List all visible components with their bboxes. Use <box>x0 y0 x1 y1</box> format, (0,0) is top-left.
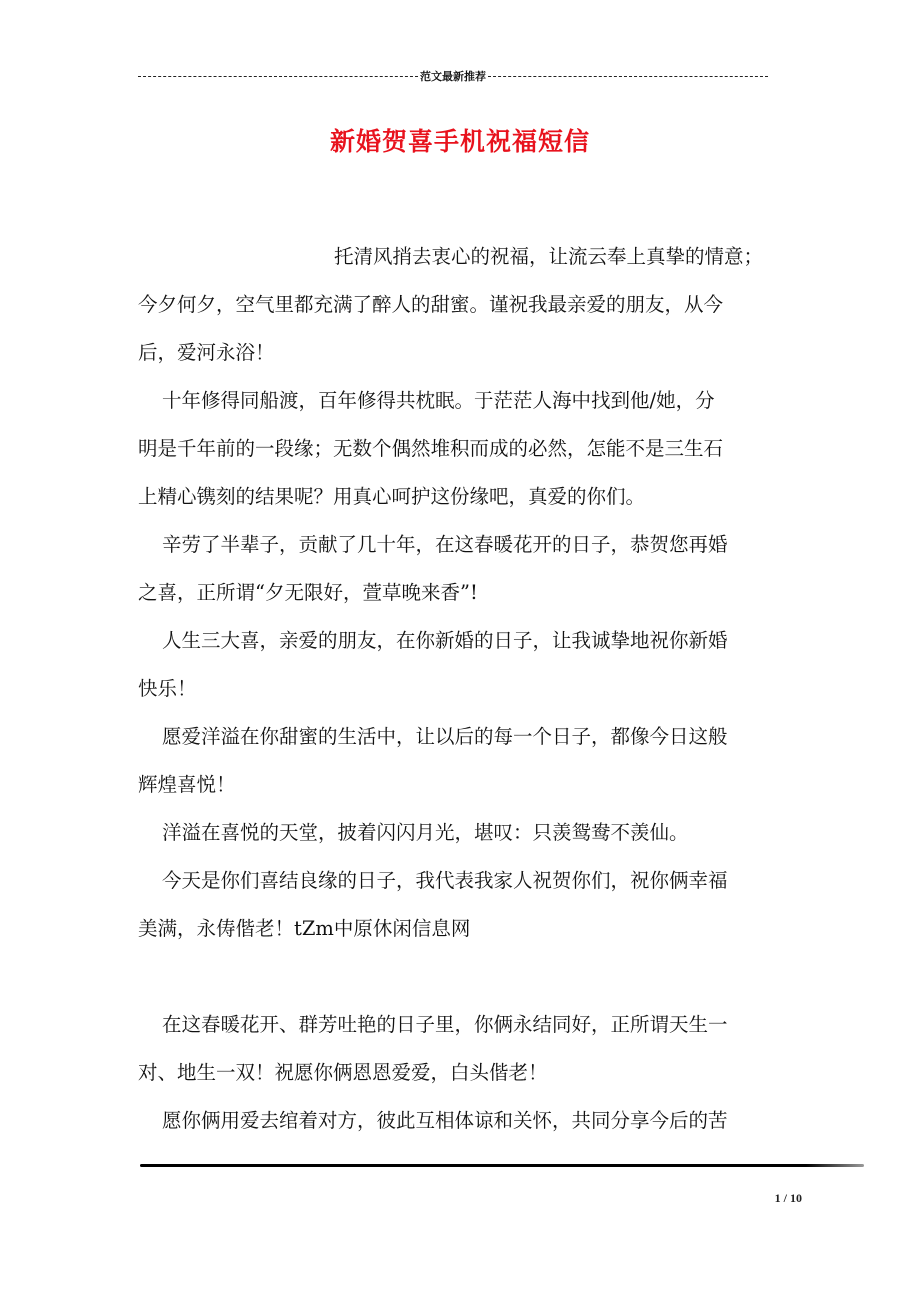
document-title: 新婚贺喜手机祝福短信 <box>329 127 590 156</box>
text-line: 辉煌喜悦！ <box>138 773 236 796</box>
header-label: 范文最新推荐 <box>420 70 486 83</box>
text-line: 愿爱洋溢在你甜蜜的生活中，让以后的每一个日子，都像今日这般 <box>162 725 728 748</box>
text-line: 十年修得同船渡，百年修得共枕眠。于茫茫人海中找到他/她，分 <box>162 389 715 412</box>
text-line: 对、地生一双！祝愿你俩恩恩爱爱，白头偕老！ <box>138 1061 548 1084</box>
text-line: 洋溢在喜悦的天堂，披着闪闪月光，堪叹：只羡鸳鸯不羡仙。 <box>162 821 689 844</box>
header-dashes-left <box>138 76 418 77</box>
page-header <box>138 68 768 84</box>
text-line: 在这春暖花开、群芳吐艳的日子里，你俩永结同好，正所谓天生一 <box>162 1013 728 1036</box>
header-dashes-right <box>488 76 768 77</box>
text-line: 托清风捎去衷心的祝福，让流云奉上真挚的情意； <box>334 245 764 268</box>
document-body <box>138 236 802 1148</box>
text-line: 人生三大喜，亲爱的朋友，在你新婚的日子，让我诚挚地祝你新婚 <box>162 629 728 652</box>
text-line: 美满，永俦偕老！tZm中原休闲信息网 <box>138 917 471 940</box>
text-line: 今夕何夕，空气里都充满了醉人的甜蜜。谨祝我最亲爱的朋友，从今 <box>138 293 724 316</box>
text-line: 今天是你们喜结良缘的日子，我代表我家人祝贺你们，祝你俩幸福 <box>162 869 728 892</box>
text-line: 快乐！ <box>138 677 197 700</box>
footer-rule <box>140 1164 864 1167</box>
text-line: 之喜，正所谓“夕无限好，萱草晚来香”! <box>138 581 478 604</box>
paragraph-gap <box>138 956 802 1004</box>
text-line: 愿你俩用爱去绾着对方，彼此互相体谅和关怀，共同分享今后的苦 <box>162 1109 728 1132</box>
text-line: 上精心镌刻的结果呢？用真心呵护这份缘吧，真爱的你们。 <box>138 485 646 508</box>
text-line: 后，爱河永浴！ <box>138 341 275 364</box>
text-line: 辛劳了半辈子，贡献了几十年，在这春暖花开的日子，恭贺您再婚 <box>162 533 728 556</box>
page-number: 1 / 10 <box>774 1191 802 1205</box>
text-line: 明是千年前的一段缘；无数个偶然堆积而成的必然，怎能不是三生石 <box>138 437 724 460</box>
